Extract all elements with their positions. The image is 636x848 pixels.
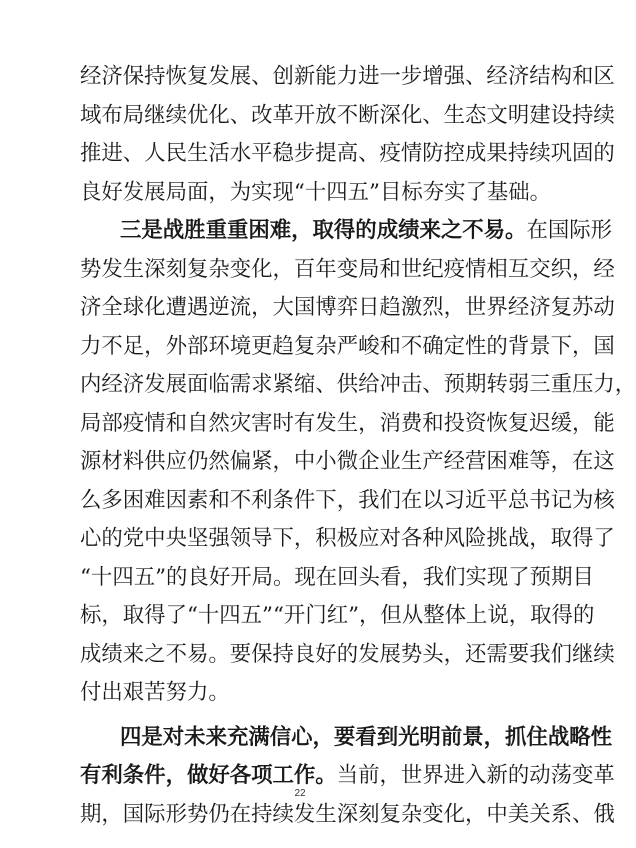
paragraph-line: 标，取得了“十四五”“开门红”，但从整体上说，取得的 [80, 603, 595, 628]
paragraph-line: 力不足，外部环境更趋复杂严峻和不确定性的背景下，国 [80, 334, 615, 359]
paragraph-text: 当前，世界进入新的动荡变革 [336, 763, 615, 788]
section-heading: 三是战胜重重困难，取得的成绩来之不易。 [120, 218, 527, 243]
paragraph-line: 推进、人民生活水平稳步提高、疫情防控成果持续巩固的 [80, 141, 615, 166]
paragraph-line: 么多困难因素和不利条件下，我们在以习近平总书记为核 [80, 488, 615, 513]
paragraph-line: 济全球化遭遇逆流，大国博弈日趋激烈，世界经济复苏动 [80, 295, 615, 320]
paragraph-line: 心的党中央坚强领导下，积极应对各种风险挑战，取得了 [80, 526, 615, 551]
paragraph-line: 付出艰苦努力。 [80, 680, 230, 705]
section-heading: 有利条件，做好各项工作。 [80, 763, 337, 788]
paragraph-line: 内经济发展面临需求紧缩、供给冲击、预期转弱三重压力， [80, 372, 636, 397]
paragraph-line: 局部疫情和自然灾害时有发生，消费和投资恢复迟缓，能 [80, 411, 615, 436]
paragraph-line: “十四五”的良好开局。现在回头看，我们实现了预期目 [80, 565, 594, 590]
paragraph-line: 域布局继续优化、改革开放不断深化、生态文明建设持续 [80, 103, 615, 128]
paragraph-line: 成绩来之不易。要保持良好的发展势头，还需要我们继续 [80, 642, 615, 667]
paragraph-line: 经济保持恢复发展、创新能力进一步增强、经济结构和区 [80, 64, 615, 89]
page-number: 22 [294, 788, 306, 799]
paragraph-line [80, 763, 615, 789]
paragraph-first-line [120, 218, 613, 244]
section-heading: 四是对未来充满信心，要看到光明前景，抓住战略性 [120, 725, 612, 750]
paragraph-text: 在国际形 [526, 218, 613, 243]
section-heading-line [120, 725, 612, 751]
paragraph-line: 期，国际形势仍在持续发生深刻复杂变化，中美关系、俄 [80, 802, 615, 827]
paragraph-line: 势发生深刻复杂变化，百年变局和世纪疫情相互交织，经 [80, 257, 615, 282]
paragraph-line: 源材料供应仍然偏紧，中小微企业生产经营困难等，在这 [80, 449, 615, 474]
paragraph-line: 良好发展局面，为实现“十四五”目标夯实了基础。 [80, 180, 552, 205]
